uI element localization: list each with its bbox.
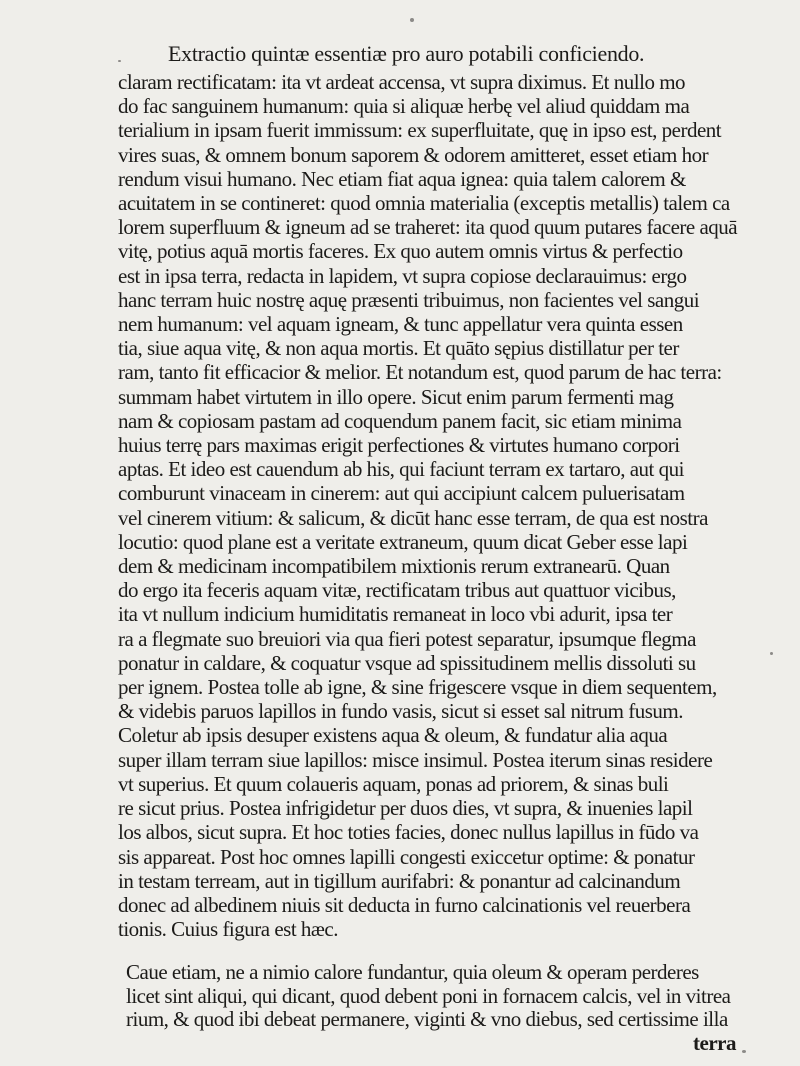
text-line: Coletur ab ipsis desuper existens aqua & oleum, & fundatur alia aqua <box>118 723 668 748</box>
text-line: re sicut prius. Postea infrigidetur per duos dies, vt supra, & inuenies lapil <box>118 796 693 821</box>
text-line: est in ipsa terra, redacta in lapidem, vt supra copiose declarauimus: ergo <box>118 263 687 288</box>
text-line: ponatur in caldare, & coquatur vsque ad spissitudinem mellis dissoluti su <box>118 650 696 675</box>
text-line: summam habet virtutem in illo opere. Sicut enim parum fermenti mag <box>118 384 674 409</box>
text-line: locutio: quod plane est a veritate extraneum, quum dicat Geber esse lapi <box>118 529 688 554</box>
text-line: super illam terram siue lapillos: misce insimul. Postea iterum sinas residere <box>118 747 713 772</box>
catchword: terra <box>693 1030 736 1055</box>
text-line: dem & medicinam incompatibilem mixtionis rerum extranearū. Quan <box>118 554 670 579</box>
paragraph-2 <box>126 961 758 1032</box>
text-line: donec ad albedinem niuis sit deducta in furno calcinationis vel reuerbera <box>118 892 691 917</box>
text-line: ra a flegmate suo breuiori via qua fieri potest separatur, ipsumque flegma <box>118 626 696 651</box>
text-line: nem humanum: vel aquam igneam, & tunc appellatur vera quinta essen <box>118 312 683 337</box>
text-line: los albos, sicut supra. Et hoc toties facies, donec nullus lapillus in fūdo va <box>118 820 699 845</box>
text-line: tionis. Cuius figura est hæc. <box>118 917 338 942</box>
text-line: ram, tanto fit efficacior & melior. Et notandum est, quod parum de hac terra: <box>118 360 722 385</box>
text-line: in testam terream, aut in tigillum aurifabri: & ponantur ad calcinandum <box>118 868 681 893</box>
text-line: claram rectificatam: ita vt ardeat accensa, vt supra diximus. Et nullo mo <box>118 70 686 94</box>
text-line: per ignem. Postea tolle ab igne, & sine frigescere vsque in diem sequentem, <box>118 675 717 700</box>
text-line: vitę, potius aquā mortis faceres. Ex quo autem omnis virtus & perfectio <box>118 239 683 264</box>
ink-speck <box>410 18 414 22</box>
text-line: licet sint aliqui, qui dicant, quod debent poni in fornacem calcis, vel in vitrea <box>126 984 731 1008</box>
text-line: vel cinerem vitium: & salicum, & dicūt hanc esse terram, de qua est nostra <box>118 505 708 530</box>
text-line: & videbis paruos lapillos in fundo vasis, sicut si esset sal nitrum fusum. <box>118 699 683 724</box>
text-line: hanc terram huic nostrę aquę præsenti tribuimus, non facientes vel sangui <box>118 287 700 312</box>
text-line: rium, & quod ibi debeat permanere, viginti & vno diebus, sed certissime illa <box>126 1008 728 1032</box>
text-line: ita vt nullum indicium humiditatis remaneat in loco vbi adurit, ipsa ter <box>118 602 673 627</box>
section-heading: Extractio quintæ essentiæ pro auro potabili conficiendo. <box>168 41 645 66</box>
text-line: huius terrę pars maximas erigit perfectiones & virtutes humano corpori <box>118 433 680 458</box>
text-line: Caue etiam, ne a nimio calore fundantur, quia oleum & operam perderes <box>126 961 699 985</box>
text-line: do fac sanguinem humanum: quia si aliquæ herbę vel aliud quiddam ma <box>118 94 690 119</box>
text-block <box>118 40 758 1054</box>
text-line: terialium in ipsam fuerit immissum: ex superfluitate, quę in ipso est, perdent <box>118 118 722 143</box>
paragraph-1 <box>118 70 758 941</box>
text-line: nam & copiosam pastam ad coquendum panem facit, sic etiam minima <box>118 408 682 433</box>
ink-speck <box>770 652 773 655</box>
text-line: vt superius. Et quum colaueris aquam, ponas ad priorem, & sinas buli <box>118 771 669 796</box>
text-line: rendum visui humano. Nec etiam fiat aqua ignea: quia talem calorem & <box>118 166 686 191</box>
text-line: vires suas, & omnem bonum saporem & odorem amitteret, esset etiam hor <box>118 142 709 167</box>
text-line: tia, siue aqua vitę, & non aqua mortis. Et quāto sępius distillatur per ter <box>118 336 679 361</box>
text-line: sis appareat. Post hoc omnes lapilli congesti exiccetur optime: & ponatur <box>118 844 695 869</box>
text-line: aptas. Et ideo est cauendum ab his, qui faciunt terram ex tartaro, aut qui <box>118 457 684 482</box>
text-line: lorem superfluum & igneum ad se traheret: ita quod quum putares facere aquā <box>118 215 738 240</box>
text-line: do ergo ita feceris aquam vitæ, rectificatam tribus aut quattuor vicibus, <box>118 578 676 603</box>
text-line: comburunt vinaceam in cinerem: aut qui accipiunt calcem puluerisatam <box>118 481 685 506</box>
text-line: acuitatem in se contineret: quod omnia materialia (exceptis metallis) talem ca <box>118 191 730 216</box>
